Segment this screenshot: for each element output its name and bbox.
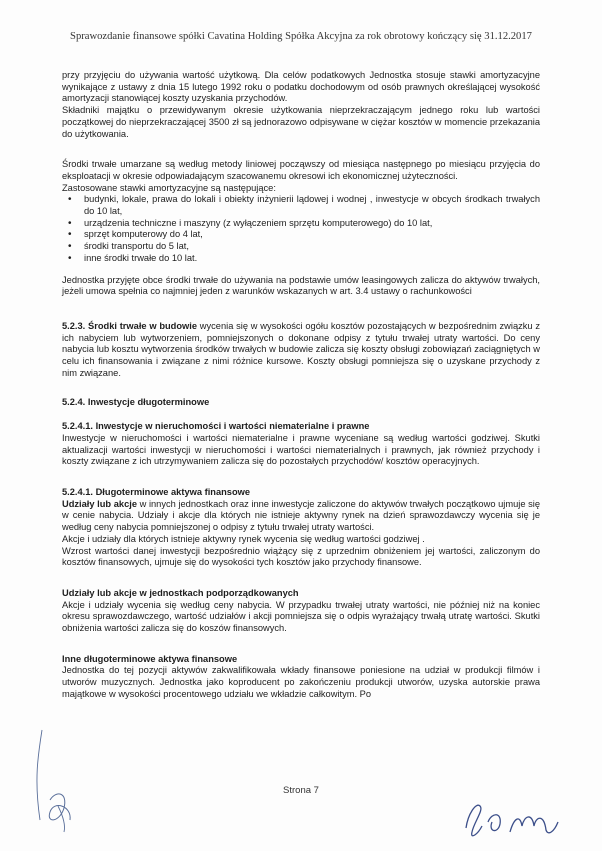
section-title: 5.2.3. Środki trwałe w budowie <box>62 320 198 331</box>
page-header: Sprawozdanie finansowe spółki Cavatina Holding Spółka Akcyjna za rok obrotowy kończący się 31.12.2017 <box>70 31 532 42</box>
shares-text: w innych jednostkach oraz inne inwestycje zaliczone do aktywów trwałych początkowo ujmuje się w cenie nabycia. Udziały i akcje dla których nie istnieje aktywny rynek na dzień sprawozdawczy wycenia się je według ceny nabycia pomniejszonej o odpisy z tytułu trwałej utraty wartości. <box>62 498 541 533</box>
signature-initials-left <box>20 720 90 840</box>
paragraph-leasing: Jednostka przyjęte obce środki trwałe do używania na podstawie umów leasingowych zalicza do aktywów trwałych, jeżeli umowa spełnia co najmniej jeden z warunków wskazanych w art. 3.4 ustawy o rachunkowości <box>62 274 540 297</box>
other-financial-assets-title: Inne długoterminowe aktywa finansowe <box>62 653 238 664</box>
paragraph-tax-depreciation: przy przyjęciu do używania wartość użytkową. Dla celów podatkowych Jednostka stosuje stawki amortyzacyjne wynikające z ustawy z dnia 15 lutego 1992 roku o podatku dochodowym od osób prawnych określającej wysokość amortyzacji stanowiącej koszty uzyskania przychodów. <box>62 70 540 104</box>
paragraph-active-market: Akcje i udziały dla których istnieje aktywny rynek wycenia się według wartości godziwej . <box>62 533 425 544</box>
page-number: Strona 7 <box>283 785 319 796</box>
rates-intro: Zastosowane stawki amortyzacyjne są następujące: <box>62 182 276 193</box>
section-5-2-4-title: 5.2.4. Inwestycje długoterminowe <box>62 397 210 408</box>
paragraph-low-value-assets: Składniki majątku o przewidywanym okresie użytkowania nieprzekraczającym jednego roku lub wartości początkowej do nieprzekraczającej 3500 zł są jednorazowo odpisywane w ciężar kosztów w momencie przekazania do użytkowania. <box>62 105 540 139</box>
list-item: • inne środki trwałe do 10 lat. <box>84 253 540 265</box>
list-item: • urządzenia techniczne i maszyny (z wyłączeniem sprzętu komputerowego) do 10 lat, <box>84 218 540 230</box>
section-5-2-4-1-text: Inwestycje w nieruchomości i wartości niematerialne i prawne wyceniane są według wartości godziwej. Skutki aktualizacji wartości inwestycji w nieruchomości i wartości niematerialnych i prawnych, jak również przychody i koszty związane z ich utrzymywaniem zalicza się do pozostałych przychodów/ kosztów operacyjnych. <box>62 432 540 467</box>
list-item: • środki transportu do 5 lat, <box>84 241 540 253</box>
paragraph-shares-initial <box>62 499 540 534</box>
section-5-2-4-1-title: 5.2.4.1. Inwestycje w nieruchomości i wartości niematerialne i prawne <box>62 421 370 432</box>
signature-right <box>458 792 568 844</box>
subordinate-units-text: Akcje i udziały wycenia się według ceny nabycia. W przypadku trwałej utraty wartości, nie później niż na koniec okresu sprawozdawczego, wartość udziałów i akcji pomniejsza się o odpis wyrażający trwałą utratę wartości. Skutki obniżenia wartości zalicza się do koszów finansowych. <box>62 599 540 634</box>
section-text: wycenia się w wysokości ogółu kosztów pozostających w bezpośrednim związku z ich nabyciem lub wytworzeniem, pomniejszonych o dokonane odpisy z tytułu trwałej utraty wartości. Do ceny nabycia lub kosztu wytworzenia środków trwałych w budowie zalicza się koszty obsługi zobowiązań zaciągniętych w celu ich finansowania i związane z nimi różnice kursowe. Koszty obsługi pomniejsza się o uzyskane przychody z nim związane. <box>62 320 540 378</box>
section-5-2-3 <box>62 321 540 380</box>
paragraph-linear-method: Środki trwałe umarzane są według metody liniowej począwszy od miesiąca następnego po miesiącu przyjęcia do eksploatacji w okresie odpowiadającym szacowanemu okresowi ich ekonomicznej użyteczności. <box>62 159 540 181</box>
section-long-term-financial-assets-title: 5.2.4.1. Długoterminowe aktywa finansowe <box>62 486 251 497</box>
list-item: • sprzęt komputerowy do 4 lat, <box>84 229 540 241</box>
shares-bold-label: Udziały lub akcje <box>62 498 137 509</box>
paragraph-value-increase: Wzrost wartości danej inwestycji bezpośrednio wiążący się z uprzednim obniżeniem jej wartości, zaliczonym do kosztów finansowych, ujmuje się do wysokości tych kosztów jako przychody finansowe. <box>62 545 540 568</box>
other-financial-assets-text: Jednostka do tej pozycji aktywów zakwalifikowała wkłady finansowe poniesione na udział w produkcji filmów i utworów muzycznych. Jednostka jako koproducent po zakończeniu produkcji utworów, uzyska autorskie prawa majątkowe w wysokości procentowego udziału we wkładzie całkowitym. Po <box>62 665 540 699</box>
subordinate-units-title: Udziały lub akcje w jednostkach podporządkowanych <box>62 587 299 598</box>
depreciation-rates-list <box>62 194 540 264</box>
page-body <box>62 70 540 710</box>
list-item: • budynki, lokale, prawa do lokali i obiekty inżynierii lądowej i wodnej , inwestycje w obcych środkach trwałych do 10 lat, <box>84 194 540 217</box>
